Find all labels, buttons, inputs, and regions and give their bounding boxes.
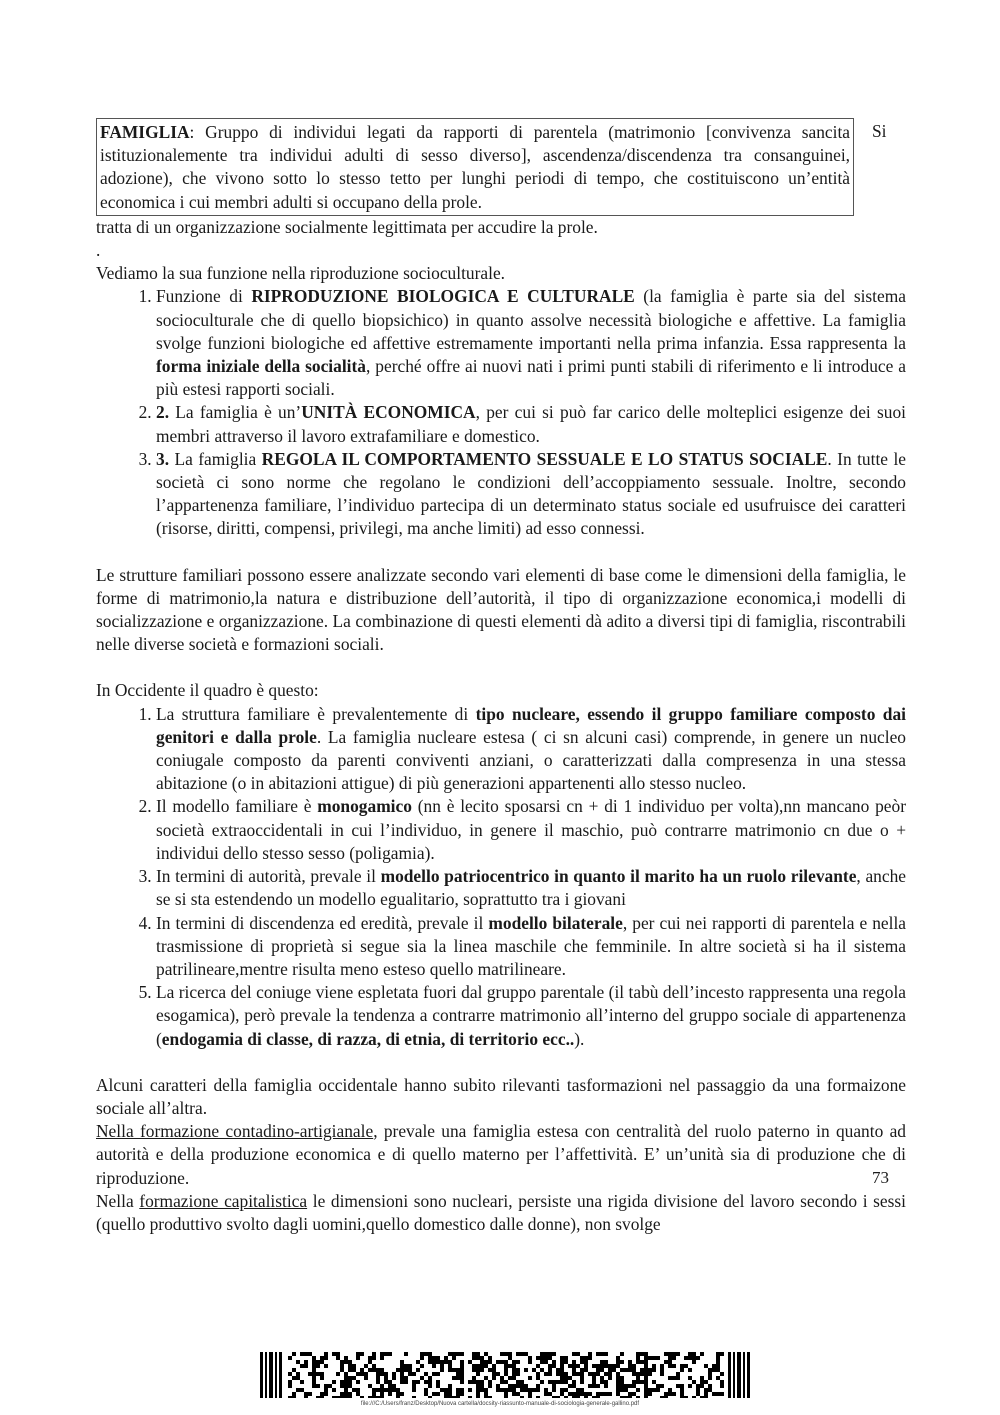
bold-run: UNITÀ ECONOMICA	[301, 402, 476, 423]
text-run: In termini di discendenza ed eredità, prevale il	[156, 912, 489, 933]
bold-run: modello patriocentrico in quanto il marito ha un ruolo rilevante	[380, 866, 857, 887]
text-run: La famiglia	[169, 448, 262, 469]
peasant-paragraph	[96, 1120, 906, 1190]
text-run: , prevale una famiglia estesa con centralità del ruolo paterno in quanto ad autorità e della produzione economica e di quello materno per l’affettività. E’ un’unità sia di produzione che di riproduzione.	[96, 1121, 906, 1188]
text-run: , per cui nei rapporti di parentela e nella trasmissione di proprietà si segue sia la linea maschile che femminile. In altre società si ha il sistema patrilineare,mentre risulta meno esteso quello matrilineare.	[156, 912, 906, 979]
text-run: La ricerca del coniuge viene espletata fuori dal gruppo parentale (il tabù dell’incesto rappresenta una regola esogamica), però prevale la tendenza a contrarre matrimonio all’interno del gruppo sociale di appartenenza (	[156, 982, 906, 1049]
footer-file-path: file:///C:/Users/franz/Desktop/Nuova cartella/docsity-riassunto-manuale-di-sociologia-generale-gallino.pdf	[360, 1401, 640, 1407]
text-run: La struttura familiare è prevalentemente di	[156, 703, 476, 724]
text-run: Il modello familiare è	[156, 796, 318, 817]
bold-run: REGOLA IL COMPORTAMENTO SESSUALE E LO STATUS SOCIALE	[261, 448, 828, 469]
spacer	[96, 541, 906, 564]
text-run: Funzione di	[156, 286, 252, 307]
west-intro: In Occidente il quadro è questo:	[96, 680, 319, 701]
text-run: , per cui si può far carico delle molteplici esigenze dei suoi membri attraverso il lavoro extrafamiliare e domestico.	[156, 402, 906, 446]
west-item-5	[156, 981, 906, 1051]
west-item-4	[156, 912, 906, 982]
text-run: . La famiglia nucleare estesa ( ci sn alcuni casi) comprende, in genere un nucleo coniugale composto da parenti conviventi anziani, o caratterizzati dalla compresenza in una stessa abitazione (o in abitazioni attigue) di più generazioni appartenenti allo stesso nucleo.	[156, 726, 906, 794]
bold-run: endogamia di classe, di razza, di etnia, di territorio ecc..	[161, 1028, 575, 1049]
bold-run: tipo nucleare, essendo il gruppo familiare composto dai genitori e dalla prole	[156, 703, 907, 747]
barcode-image	[260, 1352, 750, 1398]
definition-term: FAMIGLIA	[100, 122, 190, 142]
west-list	[96, 703, 906, 1051]
underlined-run: formazione capitalistica	[139, 1190, 308, 1211]
functions-intro: Vediamo la sua funzione nella riproduzione socioculturale.	[96, 263, 506, 284]
text-run: , anche se si sta estendendo un modello egualitario, soprattutto tra i giovani	[156, 866, 906, 910]
text-run: La famiglia è un’	[169, 402, 302, 423]
text-run: (nn è lecito sposarsi cn + di 1 individuo per volta),nn mancano peòr società extraoccidentali in cui l’individuo, in genere il maschio, può contrarre matrimonio cn due o + individui dello stesso sesso (poligamia).	[156, 796, 906, 863]
spacer	[96, 656, 906, 679]
text-run: . In tutte le società ci sono norme che regolano le condizioni dell’accoppiamento sessuale. Inoltre, secondo l’appartenenza familiare, l’individuo partecipa di un determinato status sociale ed usufruisce dei caratteri (risorse, diritti, compensi, privilegi, ma anche limiti) ad esso connessi.	[156, 448, 906, 539]
definition-box	[96, 118, 854, 216]
text-run: le dimensioni sono nucleari, persiste una rigida divisione del lavoro secondo i sessi (quello produttivo svolto dagli uomini,quello domestico dalle donne), non svolge	[96, 1190, 906, 1234]
bold-run: forma iniziale della socialità	[156, 356, 366, 377]
bold-run: 3.	[156, 448, 170, 469]
text-run: ).	[574, 1028, 585, 1049]
transform-paragraph: Alcuni caratteri della famiglia occidentale hanno subito rilevanti tasformazioni nel passaggio da una formaizone sociale all’altra.	[96, 1074, 906, 1118]
capitalist-paragraph	[96, 1190, 906, 1236]
bold-run: RIPRODUZIONE BIOLOGICA E CULTURALE	[251, 286, 635, 307]
function-item-3	[156, 448, 906, 541]
function-item-2	[156, 401, 906, 447]
structures-paragraph: Le strutture familiari possono essere analizzate secondo vari elementi di base come le dimensioni della famiglia, le forme di matrimonio,la natura e distribuzione dell’autorità, il tipo di organizzazione economica,i modelli di socializzazione e organizzazione. La combinazione di questi elementi dà adito a diversi tipi di famiglia, riscontrabili nelle diverse società e formazioni sociali.	[96, 564, 906, 655]
bold-run: monogamico	[317, 796, 412, 817]
spacer	[96, 1051, 906, 1074]
functions-list	[96, 285, 906, 540]
text-run: , perché offre ai nuovi nati i primi punti stabili di riferimento e li introduce a più estesi rapporti sociali.	[156, 356, 906, 400]
text-run: (la famiglia è parte sia del sistema socioculturale che di quello biopsichico) in quanto assolve necessità biologiche e affettive. La famiglia svolge funzioni biologiche ed affettive estremamente importanti nella prima infanzia. Essa rappresenta la	[156, 286, 906, 353]
definition-block	[96, 118, 906, 216]
continuation-text: tratta di un organizzazione socialmente legittimata per accudire la prole.	[96, 216, 598, 237]
document-page	[96, 118, 906, 1236]
west-item-1	[156, 703, 906, 796]
underlined-run: Nella formazione contadino-artigianale	[96, 1121, 374, 1142]
text-run: In termini di autorità, prevale il	[156, 866, 381, 887]
text-run: Nella	[96, 1190, 140, 1211]
page-number: 73	[872, 1168, 889, 1187]
bold-run: modello bilaterale	[488, 912, 623, 933]
west-item-2	[156, 795, 906, 865]
west-item-3	[156, 865, 906, 911]
stray-dot: .	[96, 240, 101, 261]
definition-side-text: Si	[872, 121, 887, 141]
function-item-1	[156, 285, 906, 401]
bold-run: 2.	[156, 402, 170, 423]
definition-text: : Gruppo di individui legati da rapporti di parentela (matrimonio [convivenza sancita istituzionalemente tra individui adulti di sesso diverso], ascendenza/discendenza tra consanguinei, adozione), che vivono sotto lo stesso tetto per lunghi periodi di tempo, che costituiscono un’entità economica i cui membri adulti si occupano della prole.	[100, 122, 850, 212]
